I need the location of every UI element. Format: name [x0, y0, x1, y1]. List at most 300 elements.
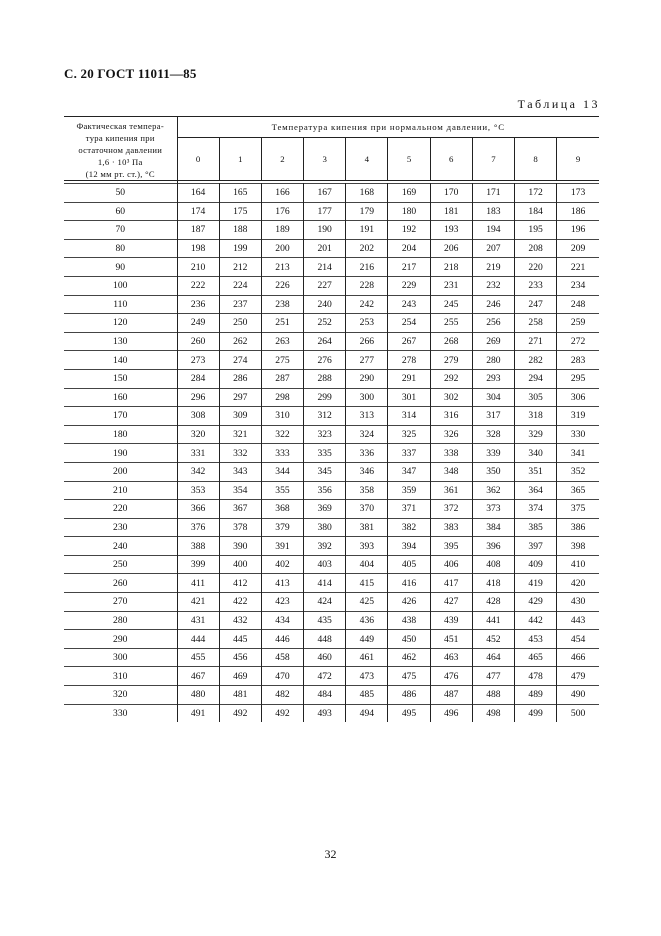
table-cell: 467 [177, 667, 219, 686]
row-temperature-cell: 90 [64, 258, 177, 277]
table-cell: 485 [346, 686, 388, 705]
table-cell: 439 [430, 611, 472, 630]
table-caption: Таблица 13 [517, 97, 600, 111]
table-cell: 280 [472, 351, 514, 370]
table-cell: 283 [557, 351, 599, 370]
row-temperature-cell: 240 [64, 537, 177, 556]
table-cell: 320 [177, 425, 219, 444]
table-cell: 175 [219, 202, 261, 221]
table-cell: 441 [472, 611, 514, 630]
table-cell: 427 [430, 593, 472, 612]
row-temperature-cell: 110 [64, 295, 177, 314]
table-cell: 436 [346, 611, 388, 630]
table-cell: 481 [219, 686, 261, 705]
table-cell: 168 [346, 184, 388, 203]
table-cell: 306 [557, 388, 599, 407]
table-cell: 335 [304, 444, 346, 463]
table-cell: 271 [515, 332, 557, 351]
table-row [64, 611, 599, 630]
row-temperature-cell: 190 [64, 444, 177, 463]
page-number: 32 [324, 847, 337, 861]
table-cell: 192 [388, 221, 430, 240]
table-cell: 417 [430, 574, 472, 593]
table-cell: 165 [219, 184, 261, 203]
table-cell: 405 [388, 555, 430, 574]
table-cell: 339 [472, 444, 514, 463]
table-row [64, 388, 599, 407]
table-cell: 254 [388, 314, 430, 333]
table-cell: 443 [557, 611, 599, 630]
table-cell: 382 [388, 518, 430, 537]
table-cell: 434 [261, 611, 303, 630]
table-cell: 201 [304, 239, 346, 258]
table-cell: 273 [177, 351, 219, 370]
row-temperature-cell: 250 [64, 555, 177, 574]
table-cell: 236 [177, 295, 219, 314]
table-cell: 308 [177, 407, 219, 426]
row-temperature-cell: 270 [64, 593, 177, 612]
table-cell: 420 [557, 574, 599, 593]
table-cell: 336 [346, 444, 388, 463]
table-cell: 229 [388, 276, 430, 295]
table-row [64, 462, 599, 481]
table-cell: 490 [557, 686, 599, 705]
table-cell: 251 [261, 314, 303, 333]
table-cell: 410 [557, 555, 599, 574]
page-header: С. 20 ГОСТ 11011—85 [64, 66, 197, 81]
table-cell: 255 [430, 314, 472, 333]
table-cell: 305 [515, 388, 557, 407]
table-cell: 187 [177, 221, 219, 240]
table-cell: 314 [388, 407, 430, 426]
table-cell: 419 [515, 574, 557, 593]
table-cell: 274 [219, 351, 261, 370]
table-cell: 367 [219, 500, 261, 519]
table-cell: 466 [557, 648, 599, 667]
table-cell: 316 [430, 407, 472, 426]
table-cell: 428 [472, 593, 514, 612]
table-cell: 449 [346, 630, 388, 649]
table-row [64, 648, 599, 667]
table-cell: 461 [346, 648, 388, 667]
table-cell: 373 [472, 500, 514, 519]
table-cell: 240 [304, 295, 346, 314]
table-row [64, 686, 599, 705]
table-cell: 455 [177, 648, 219, 667]
table-cell: 277 [346, 351, 388, 370]
table-cell: 423 [261, 593, 303, 612]
table-row [64, 407, 599, 426]
table-cell: 319 [557, 407, 599, 426]
table-cell: 309 [219, 407, 261, 426]
table-cell: 422 [219, 593, 261, 612]
row-temperature-cell: 210 [64, 481, 177, 500]
table-cell: 169 [388, 184, 430, 203]
table-cell: 445 [219, 630, 261, 649]
table-cell: 194 [472, 221, 514, 240]
table-row [64, 202, 599, 221]
table-cell: 226 [261, 276, 303, 295]
row-temperature-cell: 100 [64, 276, 177, 295]
table-cell: 350 [472, 462, 514, 481]
table-cell: 340 [515, 444, 557, 463]
table-row [64, 425, 599, 444]
row-temperature-cell: 330 [64, 704, 177, 722]
table-cell: 478 [515, 667, 557, 686]
row-temperature-cell: 320 [64, 686, 177, 705]
table-cell: 473 [346, 667, 388, 686]
table-cell: 492 [261, 704, 303, 722]
table-cell: 406 [430, 555, 472, 574]
table-cell: 380 [304, 518, 346, 537]
table-cell: 383 [430, 518, 472, 537]
table-cell: 499 [515, 704, 557, 722]
table-cell: 418 [472, 574, 514, 593]
table-cell: 238 [261, 295, 303, 314]
table-cell: 426 [388, 593, 430, 612]
row-temperature-cell: 50 [64, 184, 177, 203]
table-cell: 249 [177, 314, 219, 333]
table-cell: 227 [304, 276, 346, 295]
table-cell: 228 [346, 276, 388, 295]
table-row [64, 295, 599, 314]
table-cell: 272 [557, 332, 599, 351]
table-cell: 450 [388, 630, 430, 649]
table-row [64, 593, 599, 612]
table-cell: 424 [304, 593, 346, 612]
table-cell: 304 [472, 388, 514, 407]
table-cell: 219 [472, 258, 514, 277]
table-cell: 472 [304, 667, 346, 686]
table-cell: 376 [177, 518, 219, 537]
first-column-header [64, 117, 177, 181]
table-cell: 333 [261, 444, 303, 463]
table-cell: 195 [515, 221, 557, 240]
table-cell: 190 [304, 221, 346, 240]
table-cell: 458 [261, 648, 303, 667]
table-row [64, 314, 599, 333]
table-cell: 409 [515, 555, 557, 574]
table-cell: 214 [304, 258, 346, 277]
column-header: 2 [261, 137, 303, 180]
row-temperature-cell: 300 [64, 648, 177, 667]
table-cell: 183 [472, 202, 514, 221]
table-cell: 396 [472, 537, 514, 556]
table-cell: 286 [219, 369, 261, 388]
table-cell: 488 [472, 686, 514, 705]
table-cell: 346 [346, 462, 388, 481]
table-cell: 378 [219, 518, 261, 537]
table-cell: 448 [304, 630, 346, 649]
table-cell: 328 [472, 425, 514, 444]
table-cell: 176 [261, 202, 303, 221]
table-cell: 465 [515, 648, 557, 667]
table-cell: 470 [261, 667, 303, 686]
first-column-header-line: остаточном давлении [78, 145, 163, 155]
table-cell: 388 [177, 537, 219, 556]
table-cell: 348 [430, 462, 472, 481]
table-cell: 326 [430, 425, 472, 444]
table-cell: 347 [388, 462, 430, 481]
table-cell: 302 [430, 388, 472, 407]
column-header: 6 [430, 137, 472, 180]
table-cell: 171 [472, 184, 514, 203]
table-cell: 232 [472, 276, 514, 295]
row-temperature-cell: 140 [64, 351, 177, 370]
table-cell: 475 [388, 667, 430, 686]
table-cell: 392 [304, 537, 346, 556]
table-cell: 379 [261, 518, 303, 537]
table-cell: 460 [304, 648, 346, 667]
table-cell: 344 [261, 462, 303, 481]
table-cell: 220 [515, 258, 557, 277]
row-temperature-cell: 310 [64, 667, 177, 686]
table-cell: 200 [261, 239, 303, 258]
first-column-header-line: (12 мм рт. ст.), °С [85, 169, 155, 179]
table-cell: 404 [346, 555, 388, 574]
row-temperature-cell: 200 [64, 462, 177, 481]
table-cell: 279 [430, 351, 472, 370]
table-cell: 493 [304, 704, 346, 722]
table-cell: 374 [515, 500, 557, 519]
table-cell: 411 [177, 574, 219, 593]
table-cell: 496 [430, 704, 472, 722]
table-cell: 296 [177, 388, 219, 407]
table-cell: 364 [515, 481, 557, 500]
table-cell: 166 [261, 184, 303, 203]
table-cell: 446 [261, 630, 303, 649]
table-body [64, 181, 599, 723]
table-cell: 329 [515, 425, 557, 444]
table-cell: 486 [388, 686, 430, 705]
table-cell: 365 [557, 481, 599, 500]
column-header: 0 [177, 137, 219, 180]
column-header: 8 [515, 137, 557, 180]
table-cell: 259 [557, 314, 599, 333]
table-cell: 210 [177, 258, 219, 277]
table-cell: 180 [388, 202, 430, 221]
column-header: 3 [304, 137, 346, 180]
table-cell: 397 [515, 537, 557, 556]
row-temperature-cell: 70 [64, 221, 177, 240]
column-header: 5 [388, 137, 430, 180]
table-cell: 332 [219, 444, 261, 463]
table-cell: 372 [430, 500, 472, 519]
table-cell: 381 [346, 518, 388, 537]
table-row [64, 704, 599, 722]
table-cell: 438 [388, 611, 430, 630]
table-cell: 264 [304, 332, 346, 351]
table-cell: 399 [177, 555, 219, 574]
table-cell: 395 [430, 537, 472, 556]
table-cell: 456 [219, 648, 261, 667]
table-row [64, 351, 599, 370]
table-cell: 355 [261, 481, 303, 500]
table-cell: 186 [557, 202, 599, 221]
table-cell: 222 [177, 276, 219, 295]
table-cell: 353 [177, 481, 219, 500]
table-cell: 413 [261, 574, 303, 593]
table-cell: 324 [346, 425, 388, 444]
table-cell: 341 [557, 444, 599, 463]
boiling-point-table [64, 116, 599, 722]
table-cell: 330 [557, 425, 599, 444]
table-cell: 248 [557, 295, 599, 314]
table-cell: 323 [304, 425, 346, 444]
table-cell: 292 [430, 369, 472, 388]
table-cell: 284 [177, 369, 219, 388]
table-cell: 442 [515, 611, 557, 630]
row-temperature-cell: 80 [64, 239, 177, 258]
table-cell: 174 [177, 202, 219, 221]
table-cell: 252 [304, 314, 346, 333]
table-cell: 301 [388, 388, 430, 407]
table-cell: 469 [219, 667, 261, 686]
table-row [64, 481, 599, 500]
row-temperature-cell: 180 [64, 425, 177, 444]
column-header: 9 [557, 137, 599, 180]
row-temperature-cell: 150 [64, 369, 177, 388]
table-cell: 464 [472, 648, 514, 667]
table-cell: 196 [557, 221, 599, 240]
table-cell: 300 [346, 388, 388, 407]
table-cell: 482 [261, 686, 303, 705]
table-cell: 310 [261, 407, 303, 426]
table-cell: 313 [346, 407, 388, 426]
table-cell: 356 [304, 481, 346, 500]
table-cell: 412 [219, 574, 261, 593]
table-cell: 480 [177, 686, 219, 705]
table-cell: 278 [388, 351, 430, 370]
table-cell: 351 [515, 462, 557, 481]
table-cell: 246 [472, 295, 514, 314]
table-cell: 282 [515, 351, 557, 370]
table-cell: 202 [346, 239, 388, 258]
table-cell: 234 [557, 276, 599, 295]
table-cell: 199 [219, 239, 261, 258]
table-cell: 484 [304, 686, 346, 705]
table-row [64, 332, 599, 351]
table-cell: 250 [219, 314, 261, 333]
table-cell: 193 [430, 221, 472, 240]
table-cell: 432 [219, 611, 261, 630]
table-cell: 267 [388, 332, 430, 351]
table-cell: 444 [177, 630, 219, 649]
table-cell: 247 [515, 295, 557, 314]
table-cell: 362 [472, 481, 514, 500]
row-temperature-cell: 170 [64, 407, 177, 426]
table-cell: 370 [346, 500, 388, 519]
table-cell: 204 [388, 239, 430, 258]
table-cell: 414 [304, 574, 346, 593]
table-cell: 495 [388, 704, 430, 722]
table-cell: 177 [304, 202, 346, 221]
table-row [64, 537, 599, 556]
table-cell: 415 [346, 574, 388, 593]
table-cell: 425 [346, 593, 388, 612]
row-temperature-cell: 160 [64, 388, 177, 407]
table-cell: 359 [388, 481, 430, 500]
table-cell: 343 [219, 462, 261, 481]
table-cell: 207 [472, 239, 514, 258]
table-cell: 291 [388, 369, 430, 388]
table-cell: 375 [557, 500, 599, 519]
table-cell: 431 [177, 611, 219, 630]
table-cell: 221 [557, 258, 599, 277]
table-cell: 167 [304, 184, 346, 203]
table-cell: 317 [472, 407, 514, 426]
table-cell: 217 [388, 258, 430, 277]
table-cell: 318 [515, 407, 557, 426]
table-cell: 394 [388, 537, 430, 556]
table-cell: 345 [304, 462, 346, 481]
table-cell: 354 [219, 481, 261, 500]
table-cell: 198 [177, 239, 219, 258]
table-cell: 371 [388, 500, 430, 519]
table-cell: 172 [515, 184, 557, 203]
table-cell: 233 [515, 276, 557, 295]
row-temperature-cell: 280 [64, 611, 177, 630]
table-cell: 416 [388, 574, 430, 593]
table-row [64, 258, 599, 277]
table-cell: 368 [261, 500, 303, 519]
table-cell: 181 [430, 202, 472, 221]
table-cell: 268 [430, 332, 472, 351]
table-cell: 421 [177, 593, 219, 612]
table-row [64, 574, 599, 593]
table-row [64, 667, 599, 686]
table-cell: 391 [261, 537, 303, 556]
table-cell: 173 [557, 184, 599, 203]
table-cell: 385 [515, 518, 557, 537]
table-cell: 298 [261, 388, 303, 407]
table-row [64, 630, 599, 649]
table-cell: 295 [557, 369, 599, 388]
table-cell: 275 [261, 351, 303, 370]
table-cell: 331 [177, 444, 219, 463]
table-cell: 258 [515, 314, 557, 333]
table-cell: 213 [261, 258, 303, 277]
table-cell: 454 [557, 630, 599, 649]
table-cell: 208 [515, 239, 557, 258]
table-cell: 262 [219, 332, 261, 351]
table-cell: 430 [557, 593, 599, 612]
table-cell: 393 [346, 537, 388, 556]
table-cell: 224 [219, 276, 261, 295]
table-cell: 494 [346, 704, 388, 722]
table-cell: 253 [346, 314, 388, 333]
table-cell: 266 [346, 332, 388, 351]
table-cell: 218 [430, 258, 472, 277]
table-cell: 390 [219, 537, 261, 556]
table-cell: 243 [388, 295, 430, 314]
table-cell: 191 [346, 221, 388, 240]
first-column-header-line: 1,6 · 10³ Па [97, 157, 143, 167]
table-cell: 384 [472, 518, 514, 537]
column-header: 4 [346, 137, 388, 180]
table-cell: 338 [430, 444, 472, 463]
row-temperature-cell: 120 [64, 314, 177, 333]
table-cell: 299 [304, 388, 346, 407]
table-cell: 366 [177, 500, 219, 519]
table-cell: 451 [430, 630, 472, 649]
table-cell: 325 [388, 425, 430, 444]
table-cell: 189 [261, 221, 303, 240]
table-cell: 206 [430, 239, 472, 258]
table-cell: 492 [219, 704, 261, 722]
row-temperature-cell: 290 [64, 630, 177, 649]
row-temperature-cell: 60 [64, 202, 177, 221]
